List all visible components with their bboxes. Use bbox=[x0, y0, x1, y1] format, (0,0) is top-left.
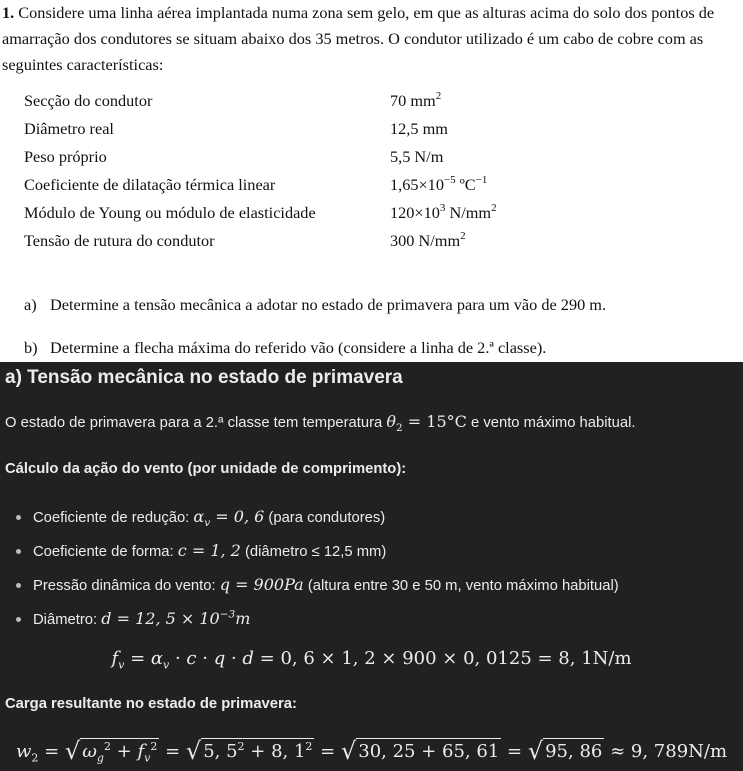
list-item: Pressão dinâmica do vento: q = 900Pa (altura entre 30 e 50 m, vento máximo habitual) bbox=[13, 568, 743, 602]
property-label: Módulo de Young ou módulo de elasticidade bbox=[24, 203, 316, 222]
question-a bbox=[24, 294, 606, 316]
problem-intro-text: Considere uma linha aérea implantada numa zona sem gelo, em que as alturas acima do solo dos pontos de amarração dos condutores se situam abaixo dos 35 metros. O condutor utilizado é um cabo de cobre com as seguintes características: bbox=[2, 3, 715, 74]
list-item: Coeficiente de forma: c = 1, 2 (diâmetro ≤ 12,5 mm) bbox=[13, 534, 743, 568]
equation-w2: $w_2$ = √ $\omega_g^2 + f_v^2$ = √ 5, $5^2 + 8$, $1^2$ = √ 30, 25 + 65, 61 = √ 95, 86 ≈ 9, 789N/m bbox=[15, 737, 728, 765]
property-label: Coeficiente de dilatação térmica linear bbox=[24, 175, 276, 194]
question-text: Determine a flecha máxima do referido vão (considere a linha de 2.ª classe). bbox=[50, 338, 547, 357]
question-letter: a) bbox=[24, 295, 37, 314]
property-value: 70 $mm^2$ bbox=[390, 90, 442, 110]
problem-intro bbox=[2, 0, 738, 78]
load-heading: Carga resultante no estado de primavera: bbox=[5, 696, 297, 712]
bullet-icon bbox=[16, 617, 21, 622]
bullet-math: $\alpha_v = 0$, 6 bbox=[193, 507, 265, 530]
answer-heading: a) Tensão mecânica no estado de primavera bbox=[5, 367, 403, 388]
temperature-math: $\theta_2 = 15^\circ C$ bbox=[386, 412, 467, 435]
property-value: $1,65\times 10^{-5}$ ºC$^{-1}$ bbox=[390, 174, 488, 194]
property-value: 12,5 mm bbox=[390, 119, 448, 138]
property-label: Tensão de rutura do condutor bbox=[24, 231, 215, 250]
property-value: 5,5 N/m bbox=[390, 147, 444, 166]
question-b bbox=[24, 337, 546, 359]
property-value: $120\times 10^3$ $N/mm^2$ bbox=[390, 202, 497, 222]
question-letter: b) bbox=[24, 338, 38, 357]
equation-fv: $f_v = \alpha_v \cdot c \cdot q \cdot d = 0$, 6 × 1, 2 × 900 × 0, 0125 = 8, 1N/m bbox=[111, 648, 632, 672]
bullet-math: q = 900Pa bbox=[219, 575, 304, 594]
problem-statement bbox=[0, 0, 743, 362]
bullet-math: d = 12, $5 \times 10^{-3}m$ bbox=[101, 608, 251, 628]
state-intro: O estado de primavera para a 2.ª classe tem temperatura $\theta_2 = 15^\circ C$ e vento máximo habitual. bbox=[5, 412, 636, 435]
property-label: Secção do condutor bbox=[24, 91, 153, 110]
list-item: Diâmetro: d = 12, $5 \times 10^{-3}m$ bbox=[13, 602, 743, 636]
bullet-icon bbox=[16, 583, 21, 588]
property-label: Diâmetro real bbox=[24, 119, 114, 138]
answer-panel bbox=[0, 362, 743, 771]
bullet-icon bbox=[16, 549, 21, 554]
bullet-math: c = 1, 2 bbox=[177, 541, 241, 560]
property-value: 300 $N/mm^2$ bbox=[390, 230, 466, 250]
wind-heading: Cálculo da ação do vento (por unidade de comprimento): bbox=[5, 461, 407, 477]
question-text: Determine a tensão mecânica a adotar no estado de primavera para um vão de 290 m. bbox=[50, 295, 607, 314]
bullet-icon bbox=[16, 515, 21, 520]
list-item: Coeficiente de redução: $\alpha_v = 0$, 6 (para condutores) bbox=[13, 500, 743, 534]
wind-bullets bbox=[13, 500, 743, 636]
problem-number: 1. bbox=[2, 3, 15, 22]
property-label: Peso próprio bbox=[24, 147, 107, 166]
